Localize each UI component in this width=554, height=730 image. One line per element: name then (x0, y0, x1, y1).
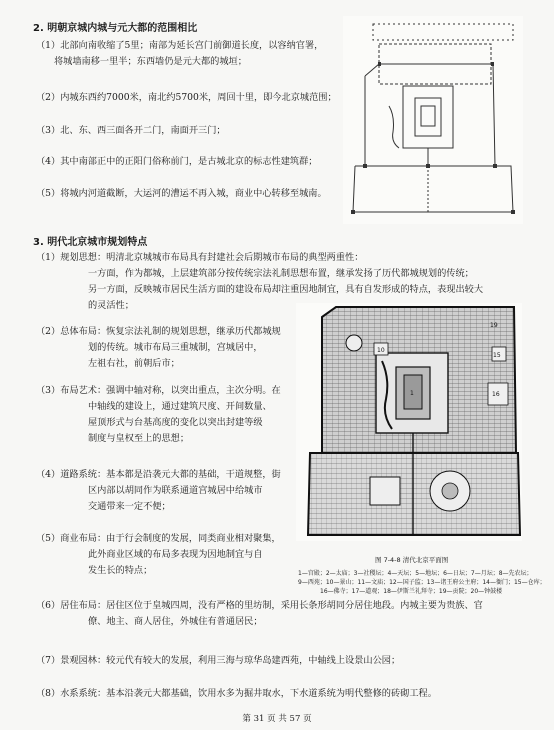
section-3-line: 的灵活性； (88, 300, 134, 311)
section-3-line: （3）布局艺术：强调中轴对称，以突出重点，主次分明。在 (36, 385, 281, 396)
section-2-line: （4）其中南部正中的正阳门俗称前门，是古城北京的标志性建筑群； (36, 156, 318, 167)
section-3-line: 僚、地主、商人居住，外城住有普通居民； (88, 616, 263, 627)
beijing-city-plan-map (296, 303, 522, 541)
map-label: 16 (492, 391, 500, 398)
section-3-heading: 3. 明代北京城市规划特点 (33, 237, 148, 248)
section-3-line: （7）景观园林：较元代有较大的发展，利用三海与琼华岛建西苑，中轴线上设景山公园； (36, 655, 401, 666)
section-3-line: 一方面，作为都城，上层建筑部分按传统宗法礼制思想布置，继承发扬了历代都城规划的传统； (88, 268, 474, 279)
figure-legend-line: 16—佛寺；17—道观；18—伊斯兰礼拜寺；19—贡院；20—钟鼓楼 (320, 588, 503, 595)
section-3-line: 中轴线的建设上，通过建筑尺度、开间数量、 (88, 401, 272, 412)
section-3-line: （6）居住布局：居住区位于皇城四周，没有严格的里坊制，采用长条形胡同分居住地段。内城主要为贵族、官 (36, 600, 483, 611)
section-3-line: （4）道路系统：基本都是沿袭元大都的基础，干道规整，街 (36, 469, 281, 480)
section-3-line: 此外商业区域的布局多表现为因地制宜与自 (88, 549, 263, 560)
section-3-line: 区内部以胡同作为联系通道宫城居中给城市 (88, 485, 263, 496)
section-2-line: （3）北、东、西三面各开二门，南面开三门； (36, 125, 226, 136)
section-3-line: 交通带来一定不便； (88, 501, 171, 512)
map-label: 15 (493, 352, 501, 359)
section-3-line: （1）规划思想：明清北京城城市布局具有封建社会后期城市布局的典型两重性： (36, 252, 364, 263)
section-3-line: 左祖右社，前朝后市； (88, 358, 180, 369)
map-label: 10 (377, 347, 385, 354)
section-3-line: （5）商业布局：由于行会制度的发展，同类商业相对聚集， (36, 533, 281, 544)
section-3-line: 制度与皇权至上的思想； (88, 433, 190, 444)
figure-legend-line: 9—西苑；10—景山；11—文庙；12—国子监；13—诸王府公主府；14—衙门；15—仓库； (298, 579, 546, 586)
map-label: 1 (410, 390, 414, 397)
section-3-line: 发生长的特点； (88, 565, 153, 576)
figure-title: 图 7-4-8 清代北京平面图 (375, 556, 449, 564)
section-3-line: 屋顶形式与台基高度的变化以突出封建等级 (88, 417, 263, 428)
map-label: 19 (490, 322, 498, 329)
section-2-line: （1）北部向南收缩了5里；南部为延长宫门前御道长度，以容纳官署， (36, 40, 324, 51)
section-3-line: （8）水系系统：基本沿袭元大都基础，饮用水多为掘井取水，下水道系统为明代整修的砖砌工程。 (36, 688, 437, 699)
section-2-line: （5）将城内河道截断，大运河的漕运不再入城，商业中心转移至城南。 (36, 188, 327, 199)
city-wall-comparison-map (343, 16, 523, 224)
section-3-line: 另一方面，反映城市居民生活方面的建设布局却注重因地制宜，具有自发形成的特点，表现出较大 (88, 284, 484, 295)
section-2-line: （2）内城东西约7000米，南北约5700米，周回十里，即今北京城范围； (36, 92, 337, 103)
page-footer: 第 31 页 共 57 页 (242, 714, 312, 724)
section-2-heading: 2. 明朝京城内城与元大都的范围相比 (33, 23, 198, 34)
figure-legend-line: 1—宫殿；2—太庙；3—社稷坛；4—天坛；5—地坛；6—日坛；7—月坛；8—先农坛； (298, 570, 533, 577)
section-3-line: （2）总体布局：恢复宗法礼制的规划思想，继承历代都城规 (36, 326, 281, 337)
section-2-line: 将城墙南移一里半；东西墙仍是元大都的城垣； (54, 56, 247, 67)
section-3-line: 划的传统。城市布局三重城制，宫城居中， (88, 342, 263, 353)
